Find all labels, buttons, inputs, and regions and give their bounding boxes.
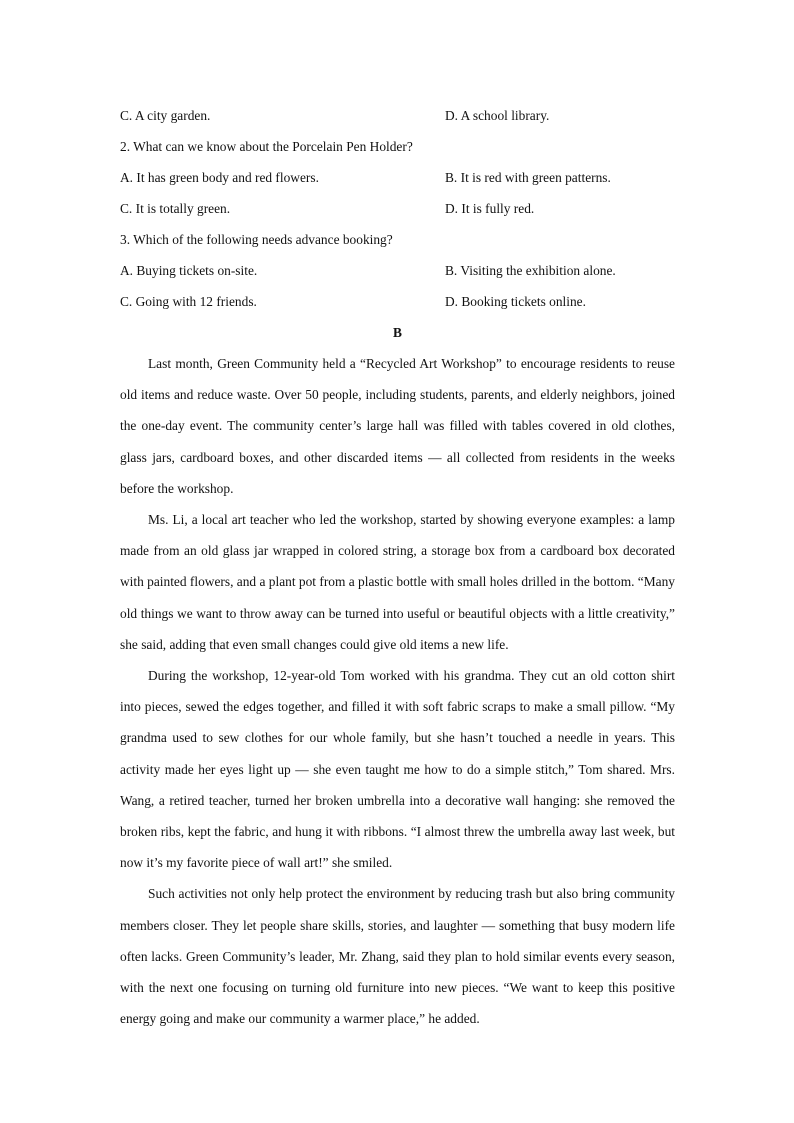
q2-options-row-1 xyxy=(120,162,675,193)
passage-paragraph-2: Ms. Li, a local art teacher who led the workshop, started by showing everyone examples: a lamp made from an old glass jar wrapped in colored string, a storage box from a cardboard box decorated with painted flowers, and a plant pot from a plastic bottle with small holes drilled in the bottom. “Many old things we want to throw away can be turned into useful or beautiful objects with a little creativity,” she said, adding that even small changes could give old items a new life. xyxy=(120,512,675,652)
passage-paragraph-3: During the workshop, 12-year-old Tom worked with his grandma. They cut an old cotton shirt into pieces, sewed the edges together, and filled it with soft fabric scraps to make a small pillow. “My grandma used to sew clothes for our whole family, but she hasn’t touched a needle in years. This activity made her eyes light up — she even taught me how to do a simple stitch,” Tom shared. Mrs. Wang, a retired teacher, turned her broken umbrella into a decorative wall hanging: she removed the broken ribs, kept the fabric, and hung it with ribbons. “I almost threw the umbrella away last week, but now it’s my favorite piece of wall art!” she smiled. xyxy=(120,668,675,871)
q2-option-b: B. It is red with green patterns. xyxy=(445,169,611,185)
q3-option-b: B. Visiting the exhibition alone. xyxy=(445,262,616,278)
q3-option-a: A. Buying tickets on-site. xyxy=(120,262,258,278)
section-b-heading: B xyxy=(393,325,402,340)
q2-option-d: D. It is fully red. xyxy=(445,200,535,216)
q3-question: 3. Which of the following needs advance booking? xyxy=(120,231,393,247)
q1-option-c: C. A city garden. xyxy=(120,107,211,123)
q2-options-row-2 xyxy=(120,193,675,224)
passage-paragraph-4: Such activities not only help protect the environment by reducing trash but also bring community members closer. They let people share skills, stories, and laughter — something that busy modern life often lacks. Green Community’s leader, Mr. Zhang, said they plan to hold similar events every season, with the next one focusing on turning old furniture into new pieces. “We want to keep this positive energy going and make our community a warmer place,” he added. xyxy=(120,886,675,1027)
q3-options-row-2 xyxy=(120,286,675,317)
q3-option-c: C. Going with 12 friends. xyxy=(120,293,257,309)
q3-option-d: D. Booking tickets online. xyxy=(445,293,586,309)
passage-paragraph-1: Last month, Green Community held a “Recycled Art Workshop” to encourage residents to reuse old items and reduce waste. Over 50 people, including students, parents, and elderly neighbors, joined the one-day event. The community center’s large hall was filled with tables covered in old clothes, glass jars, cardboard boxes, and other discarded items — all collected from residents in the weeks before the workshop. xyxy=(120,356,675,496)
q2-question: 2. What can we know about the Porcelain Pen Holder? xyxy=(120,138,413,154)
q2-option-c: C. It is totally green. xyxy=(120,200,231,216)
q1-options-row xyxy=(120,100,675,131)
q3-options-row-1 xyxy=(120,255,675,286)
q2-option-a: A. It has green body and red flowers. xyxy=(120,169,319,185)
document-page xyxy=(120,100,675,1034)
q1-option-d: D. A school library. xyxy=(445,107,550,123)
